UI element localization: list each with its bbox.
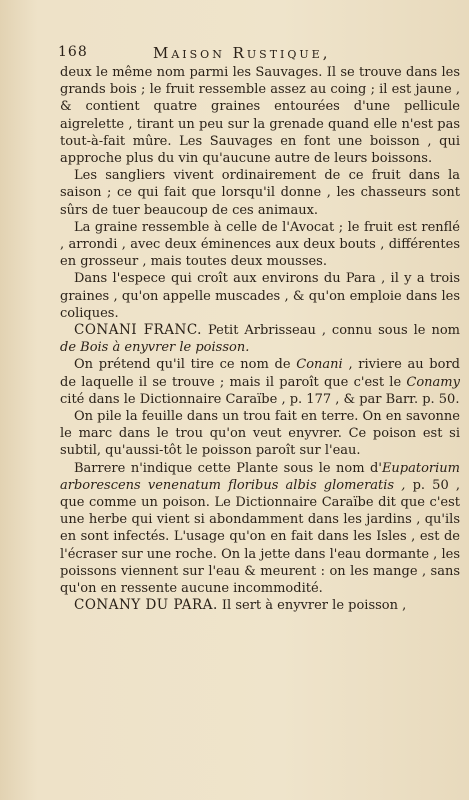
paragraph-barrere: [60, 460, 460, 598]
entry-heading: CONANY DU PARA.: [74, 597, 218, 614]
text-span: , riviere au bord de laquelle il se trouve ; mais il paroît que c'est le: [60, 357, 460, 390]
page-body: [60, 64, 460, 615]
entry-conani-franc: [60, 322, 460, 356]
text-span: On prétend qu'il tire ce nom de: [74, 357, 291, 373]
entry-text: Il sert à enyvrer le poisson ,: [221, 598, 407, 614]
paragraph-para: Dans l'espece qui croît aux environs du Para , il y a trois graines , qu'on appelle muscades , & qu'on emploie dans les coliques.: [60, 271, 460, 321]
paragraph-pile: On pile la feuille dans un trou fait en terre. On en savonne le marc dans le trou qu'on veut enyvrer. Ce poison est si subtil, qu'aussi-tôt le poisson paroît sur l'eau.: [60, 409, 460, 459]
paragraph-graine: La graine ressemble à celle de l'Avocat ; le fruit est renflé , arrondi , avec deux éminences aux deux bouts , différentes en grosseur , mais toutes deux mousses.: [60, 219, 460, 270]
running-title: Maison Rustique,: [153, 44, 331, 62]
italic-term: Eupatorium arborescens venenatum floribus albis glomeratis ,: [60, 460, 460, 493]
paragraph-sangliers: Les sangliers vivent ordinairement de ce fruit dans la saison ; ce qui fait que lorsqu'il donne , les chasseurs sont sûrs de tuer beaucoup de ces animaux.: [60, 168, 460, 218]
entry-heading: CONANI FRANC.: [74, 322, 202, 339]
page-number: 168: [58, 44, 88, 60]
entry-conany-du-para: [60, 597, 460, 614]
entry-text: Petit Arbrisseau , connu sous le nom: [207, 323, 460, 339]
italic-term: Conani: [296, 357, 343, 373]
italic-term: Conamy: [406, 374, 460, 390]
text-span: cité dans le Dictionnaire Caraïbe , p. 177 , & par Barr. p. 50.: [60, 391, 460, 407]
paragraph-continuation: deux le même nom parmi les Sauvages. Il se trouve dans les grands bois ; le fruit ressemble assez au coing ; il est jaune , & contient quatre graines entourées d'une pellicule aigrelette , tirant un peu sur la grenade quand elle n'est pas tout-à-fait mûre. Les Sauvages en font une boisson , qui approche plus du vin qu'aucune autre de leurs boissons.: [60, 65, 460, 167]
text-span: Barrere n'indique cette Plante sous le nom d': [74, 460, 382, 476]
paragraph-conani-name: [60, 356, 460, 408]
entry-italic: de Bois à enyvrer le poisson.: [60, 340, 250, 356]
page-header: [58, 44, 458, 64]
text-span: p. 50 , que comme un poison. Le Dictionnaire Caraïbe dit que c'est une herbe qui vient si abondamment dans les jardins , qu'ils en sont infectés. L'usage qu'on en fait dans les Isles , est de l'écraser sur une roche. On la jette dans l'eau dormante , les poissons viennent sur l'eau & meurent : on les mange , sans qu'on en ressente aucune incommodité.: [60, 477, 460, 597]
